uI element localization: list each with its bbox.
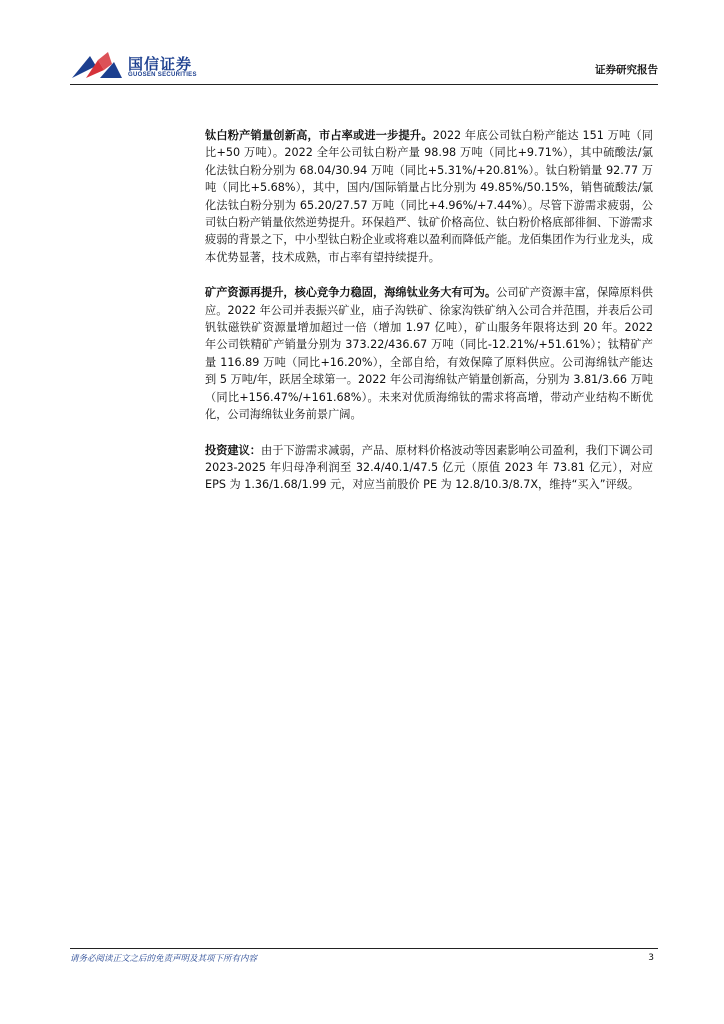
guosen-logo-icon xyxy=(70,50,124,82)
paragraph-lead: 矿产资源再提升，核心竞争力稳固，海绵钛业务大有可为。 xyxy=(205,286,497,300)
page-header xyxy=(70,50,658,82)
footer-divider xyxy=(70,948,658,949)
header-divider xyxy=(70,84,658,85)
paragraph-body: 由于下游需求减弱，产品、原材料价格波动等因素影响公司盈利，我们下调公司 2023-2025 年归母净利润至 32.4/40.1/47.5 亿元（原值 2023 年 73.81 亿元），对应 EPS 为 1.36/1.68/1.99 元，对应当前股价 PE 为 12.8/10.3/8.7X，维持“买入”评级。 xyxy=(205,443,653,492)
report-type-label: 证券研究报告 xyxy=(595,64,658,76)
paragraph-body: 2022 年底公司钛白粉产能达 151 万吨（同比+50 万吨）。2022 全年公司钛白粉产量 98.98 万吨（同比+9.71%），其中硫酸法/氯化法钛白粉分别为 68.04/30.94 万吨（同比+5.31%/+20.81%）。钛白粉销量 92.77 万吨（同比+5.68%），其中，国内/国际销量占比分别为 49.85%/50.15%，销售硫酸法/氯化法钛白粉分别为 65.20/27.57 万吨（同比+4.96%/+7.44%）。尽管下游需求疲弱，公司钛白粉产销量依然逆势提升。环保趋严、钛矿价格高位、钛白粉价格底部徘徊、下游需求疲弱的背景之下，中小型钛白粉企业或将难以盈利而降低产能。龙佰集团作为行业龙头，成本优势显著，技术成熟，市占率有望持续提升。 xyxy=(205,129,653,264)
page-number: 3 xyxy=(648,953,654,963)
paragraph-mineral-resources xyxy=(205,284,653,423)
footer-disclaimer: 请务必阅读正文之后的免责声明及其项下所有内容 xyxy=(70,954,258,964)
paragraph-titanium-dioxide xyxy=(205,127,653,266)
paragraph-investment-advice xyxy=(205,442,653,494)
paragraph-lead: 钛白粉产销量创新高，市占率或进一步提升。 xyxy=(205,129,433,142)
logo-text-cn: 国信证券 xyxy=(128,55,193,73)
paragraph-lead: 投资建议： xyxy=(205,443,261,457)
paragraph-body: 公司矿产资源丰富，保障原料供应。2022 年公司并表振兴矿业，庙子沟铁矿、徐家沟铁矿纳入公司合并范围，并表后公司钒钛磁铁矿资源量增加超过一倍（增加 1.97 亿吨），矿山服务年限将达到 20 年。2022 年公司铁精矿产销量分别为 373.22/436.67 万吨（同比-12.21%/+51.61%）；钛精矿产量 116.89 万吨（同比+16.20%），全部自给，有效保障了原料供应。公司海绵钛产能达到 5 万吨/年，跃居全球第一。2022 年公司海绵钛产销量创新高，分别为 3.81/3.66 万吨（同比+156.47%/+161.68%）。未来对优质海绵钛的需求将高增，带动产业结构不断优化，公司海绵钛业务前景广阔。 xyxy=(205,286,653,422)
logo-text-en: GUOSEN SECURITIES xyxy=(128,72,197,78)
main-content xyxy=(205,127,653,512)
